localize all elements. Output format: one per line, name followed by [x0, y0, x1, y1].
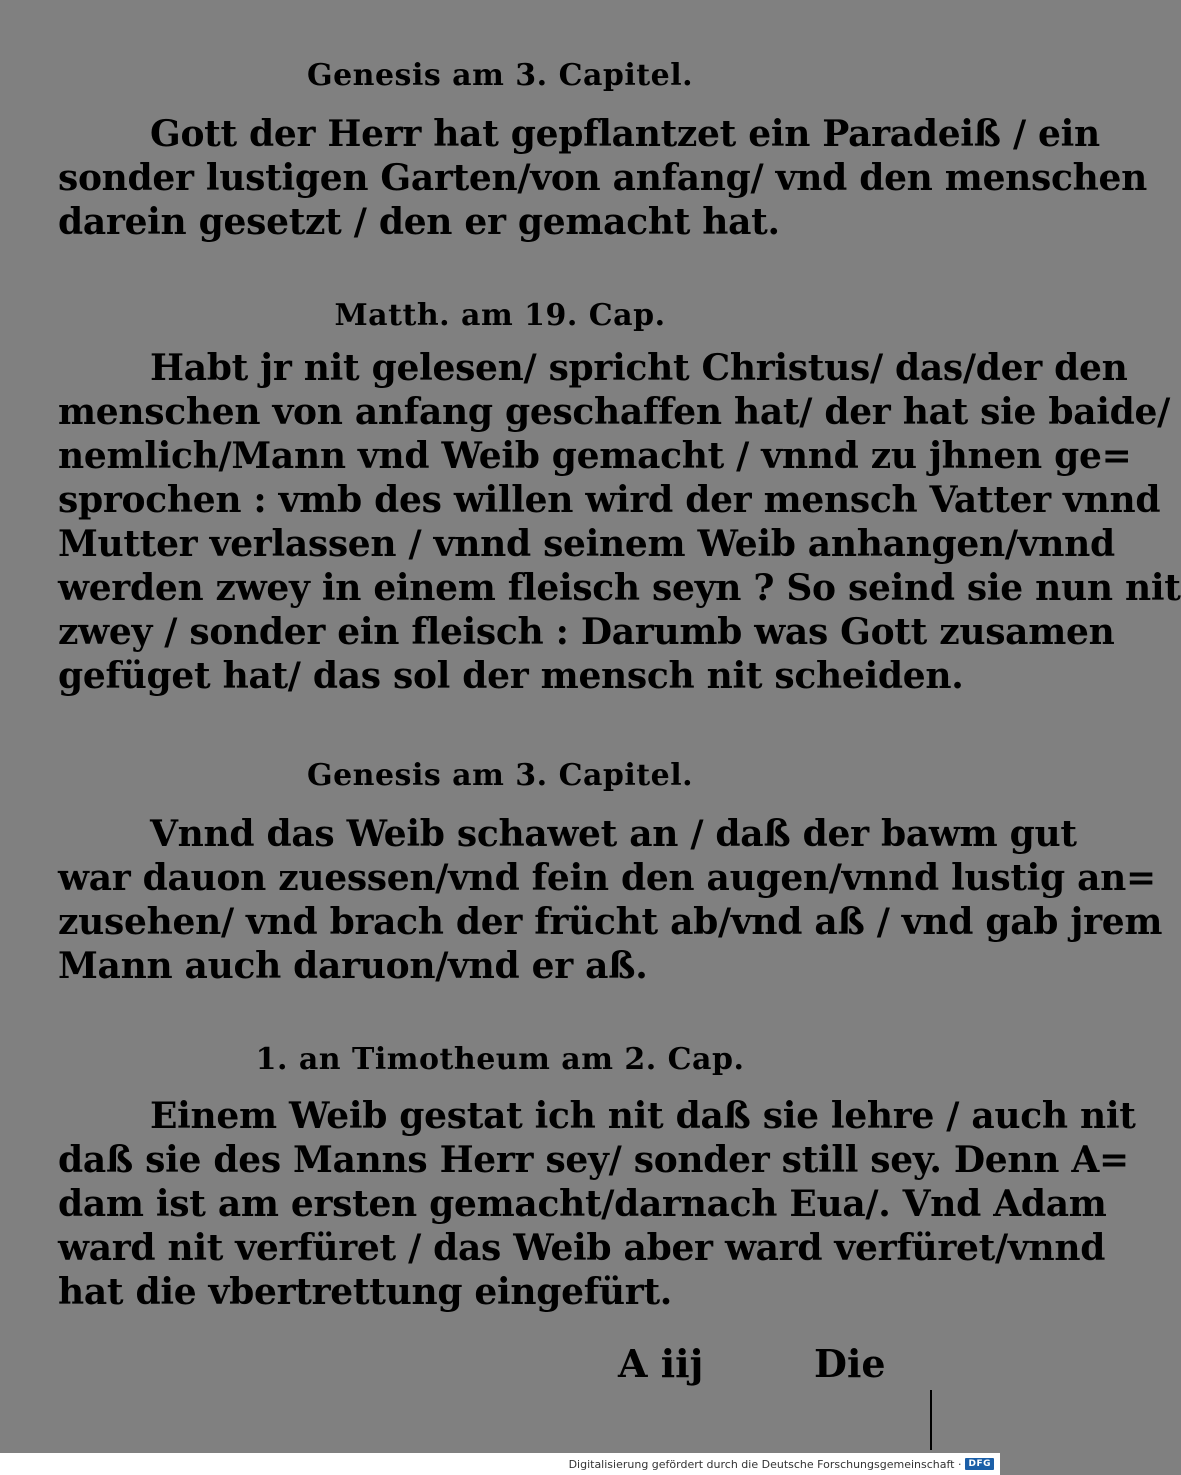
text-line: war dauon zuessen/vnd fein den augen/vnnd lustig an=	[58, 857, 1156, 899]
text-line: zwey / sonder ein fleisch : Darumb was Gott zusamen	[58, 611, 1115, 653]
text-line: sprochen : vmb des willen wird der mensch Vatter vnnd	[58, 479, 1161, 521]
text-line: Vnnd das Weib schawet an / daß der bawm gut	[150, 813, 1077, 855]
text-line: werden zwey in einem fleisch seyn ? So seind sie nun nit	[58, 567, 1181, 609]
footer-text: Digitalisierung gefördert durch die Deutsche Forschungsgemeinschaft ·	[568, 1457, 962, 1471]
section-heading-1: Genesis am 3. Capitel.	[306, 58, 694, 93]
text-line: menschen von anfang geschaffen hat/ der hat sie baide/	[58, 391, 1170, 433]
text-line: Einem Weib gestat ich nit daß sie lehre / auch nit	[150, 1095, 1136, 1137]
section-text-4	[58, 1094, 1136, 1314]
text-line: Gott der Herr hat gepflantzet ein Paradeiß / ein	[150, 113, 1100, 155]
section-heading-3: Genesis am 3. Capitel.	[306, 758, 694, 793]
section-heading-4: 1. an Timotheum am 2. Cap.	[255, 1042, 745, 1077]
text-line: sonder lustigen Garten/von anfang/ vnd den menschen	[58, 157, 1147, 199]
catchword: Die	[814, 1341, 886, 1386]
text-line: Mann auch daruon/vnd er aß.	[58, 945, 648, 987]
text-line: dam ist am ersten gemacht/darnach Eua/. Vnd Adam	[58, 1183, 1107, 1225]
text-line: gefüget hat/ das sol der mensch nit scheiden.	[58, 655, 964, 697]
section-text-3	[58, 812, 1163, 988]
text-line: nemlich/Mann vnd Weib gemacht / vnnd zu jhnen ge=	[58, 435, 1132, 477]
text-line: Habt jr nit gelesen/ spricht Christus/ das/der den	[150, 347, 1128, 389]
text-line: hat die vbertrettung eingefürt.	[58, 1271, 673, 1313]
text-line: daß sie des Manns Herr sey/ sonder still sey. Denn A=	[58, 1139, 1129, 1181]
text-line: Mutter verlassen / vnnd seinem Weib anhangen/vnnd	[58, 523, 1115, 565]
text-line: ward nit verfüret / das Weib aber ward verfüret/vnnd	[58, 1227, 1106, 1269]
margin-rule	[930, 1390, 932, 1450]
text-line: darein gesetzt / den er gemacht hat.	[58, 201, 780, 243]
section-heading-2: Matth. am 19. Cap.	[334, 298, 666, 333]
dfg-logo-icon: DFG	[965, 1458, 994, 1470]
text-line: zusehen/ vnd brach der frücht ab/vnd aß / vnd gab jrem	[58, 901, 1163, 943]
section-text-1	[58, 112, 1147, 244]
digitization-footer	[0, 1453, 1000, 1475]
signature-mark: A iij	[618, 1341, 704, 1386]
section-text-2	[58, 346, 1181, 698]
